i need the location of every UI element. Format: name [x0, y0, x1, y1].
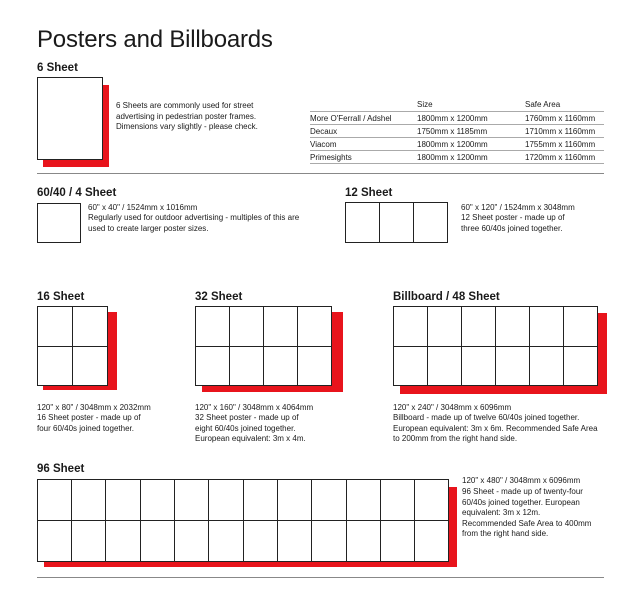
table-cell: 1720mm x 1160mm: [525, 151, 604, 164]
sixty-forty-heading: 60/40 / 4 Sheet: [37, 187, 117, 199]
ninetysix-sheet-heading: 96 Sheet: [37, 463, 85, 475]
section-divider: [37, 173, 604, 174]
billboard-diagram: [393, 306, 607, 394]
ninetysix-sheet-description: 96 Sheet - made up of twenty-four 60/40s joined together. European equivalent: 3m x 12m. Recommended Safe Area to 400mm from the right hand side.: [462, 487, 592, 538]
table-row: [310, 138, 604, 151]
six-sheet-description: 6 Sheets are commonly used for street advertising in pedestrian poster frames. Dimensions vary slightly - please check.: [116, 101, 258, 131]
six-sheet-diagram: [37, 77, 109, 167]
table-cell: Decaux: [310, 125, 417, 138]
sixteen-sheet-diagram: [37, 306, 117, 390]
thirtytwo-sheet-dimensions: 120" x 160" / 3048mm x 4064mm: [195, 403, 314, 412]
thirtytwo-sheet-diagram: [195, 306, 343, 392]
sixteen-sheet-heading: 16 Sheet: [37, 291, 85, 303]
table-cell: Viacom: [310, 138, 417, 151]
twelve-sheet-heading: 12 Sheet: [345, 187, 393, 199]
billboard-heading: Billboard / 48 Sheet: [393, 291, 500, 303]
thirtytwo-sheet-heading: 32 Sheet: [195, 291, 243, 303]
table-cell: 1750mm x 1185mm: [417, 125, 525, 138]
table-cell: 1710mm x 1160mm: [525, 125, 604, 138]
table-header-cell: [310, 99, 417, 112]
table-cell: 1760mm x 1160mm: [525, 112, 604, 125]
page-title: Posters and Billboards: [37, 26, 273, 53]
six-sheet-size-table: [310, 99, 604, 164]
ninetysix-sheet-diagram: [37, 479, 457, 567]
section-divider: [37, 577, 604, 578]
billboard-description: Billboard - made up of twelve 60/40s joined together. European equivalent: 3m x 6m. Recommended Safe Area to 200mm from the right hand side.: [393, 413, 598, 443]
table-cell: More O'Ferrall / Adshel: [310, 112, 417, 125]
table-cell: 1755mm x 1160mm: [525, 138, 604, 151]
twelve-sheet-dimensions: 60" x 120" / 1524mm x 3048mm: [461, 203, 575, 212]
thirtytwo-sheet-description: 32 Sheet poster - made up of eight 60/40s joined together. European equivalent: 3m x 4m.: [195, 413, 306, 443]
six-sheet-heading: 6 Sheet: [37, 62, 78, 74]
table-row: [310, 112, 604, 125]
table-header-row: [310, 99, 604, 112]
table-cell: 1800mm x 1200mm: [417, 112, 525, 125]
sixteen-sheet-dimensions: 120" x 80" / 3048mm x 2032mm: [37, 403, 151, 412]
sixty-forty-diagram: [37, 203, 85, 246]
ninetysix-sheet-dimensions: 120" x 480" / 3048mm x 6096mm: [462, 476, 581, 485]
sixteen-sheet-description: 16 Sheet poster - made up of four 60/40s joined together.: [37, 413, 141, 433]
table-cell: Primesights: [310, 151, 417, 164]
twelve-sheet-diagram: [345, 202, 449, 244]
table-cell: 1800mm x 1200mm: [417, 151, 525, 164]
twelve-sheet-description: 12 Sheet poster - made up of three 60/40s joined together.: [461, 213, 565, 233]
table-header-cell: Size: [417, 99, 433, 109]
table-cell: 1800mm x 1200mm: [417, 138, 525, 151]
table-row: [310, 125, 604, 138]
sixty-forty-dimensions: 60" x 40" / 1524mm x 1016mm: [88, 203, 198, 212]
table-header-cell: Safe Area: [525, 99, 561, 109]
table-row: [310, 151, 604, 164]
sixty-forty-description: Regularly used for outdoor advertising - multiples of this are used to create larger poster sizes.: [88, 213, 300, 233]
billboard-dimensions: 120" x 240" / 3048mm x 6096mm: [393, 403, 512, 412]
